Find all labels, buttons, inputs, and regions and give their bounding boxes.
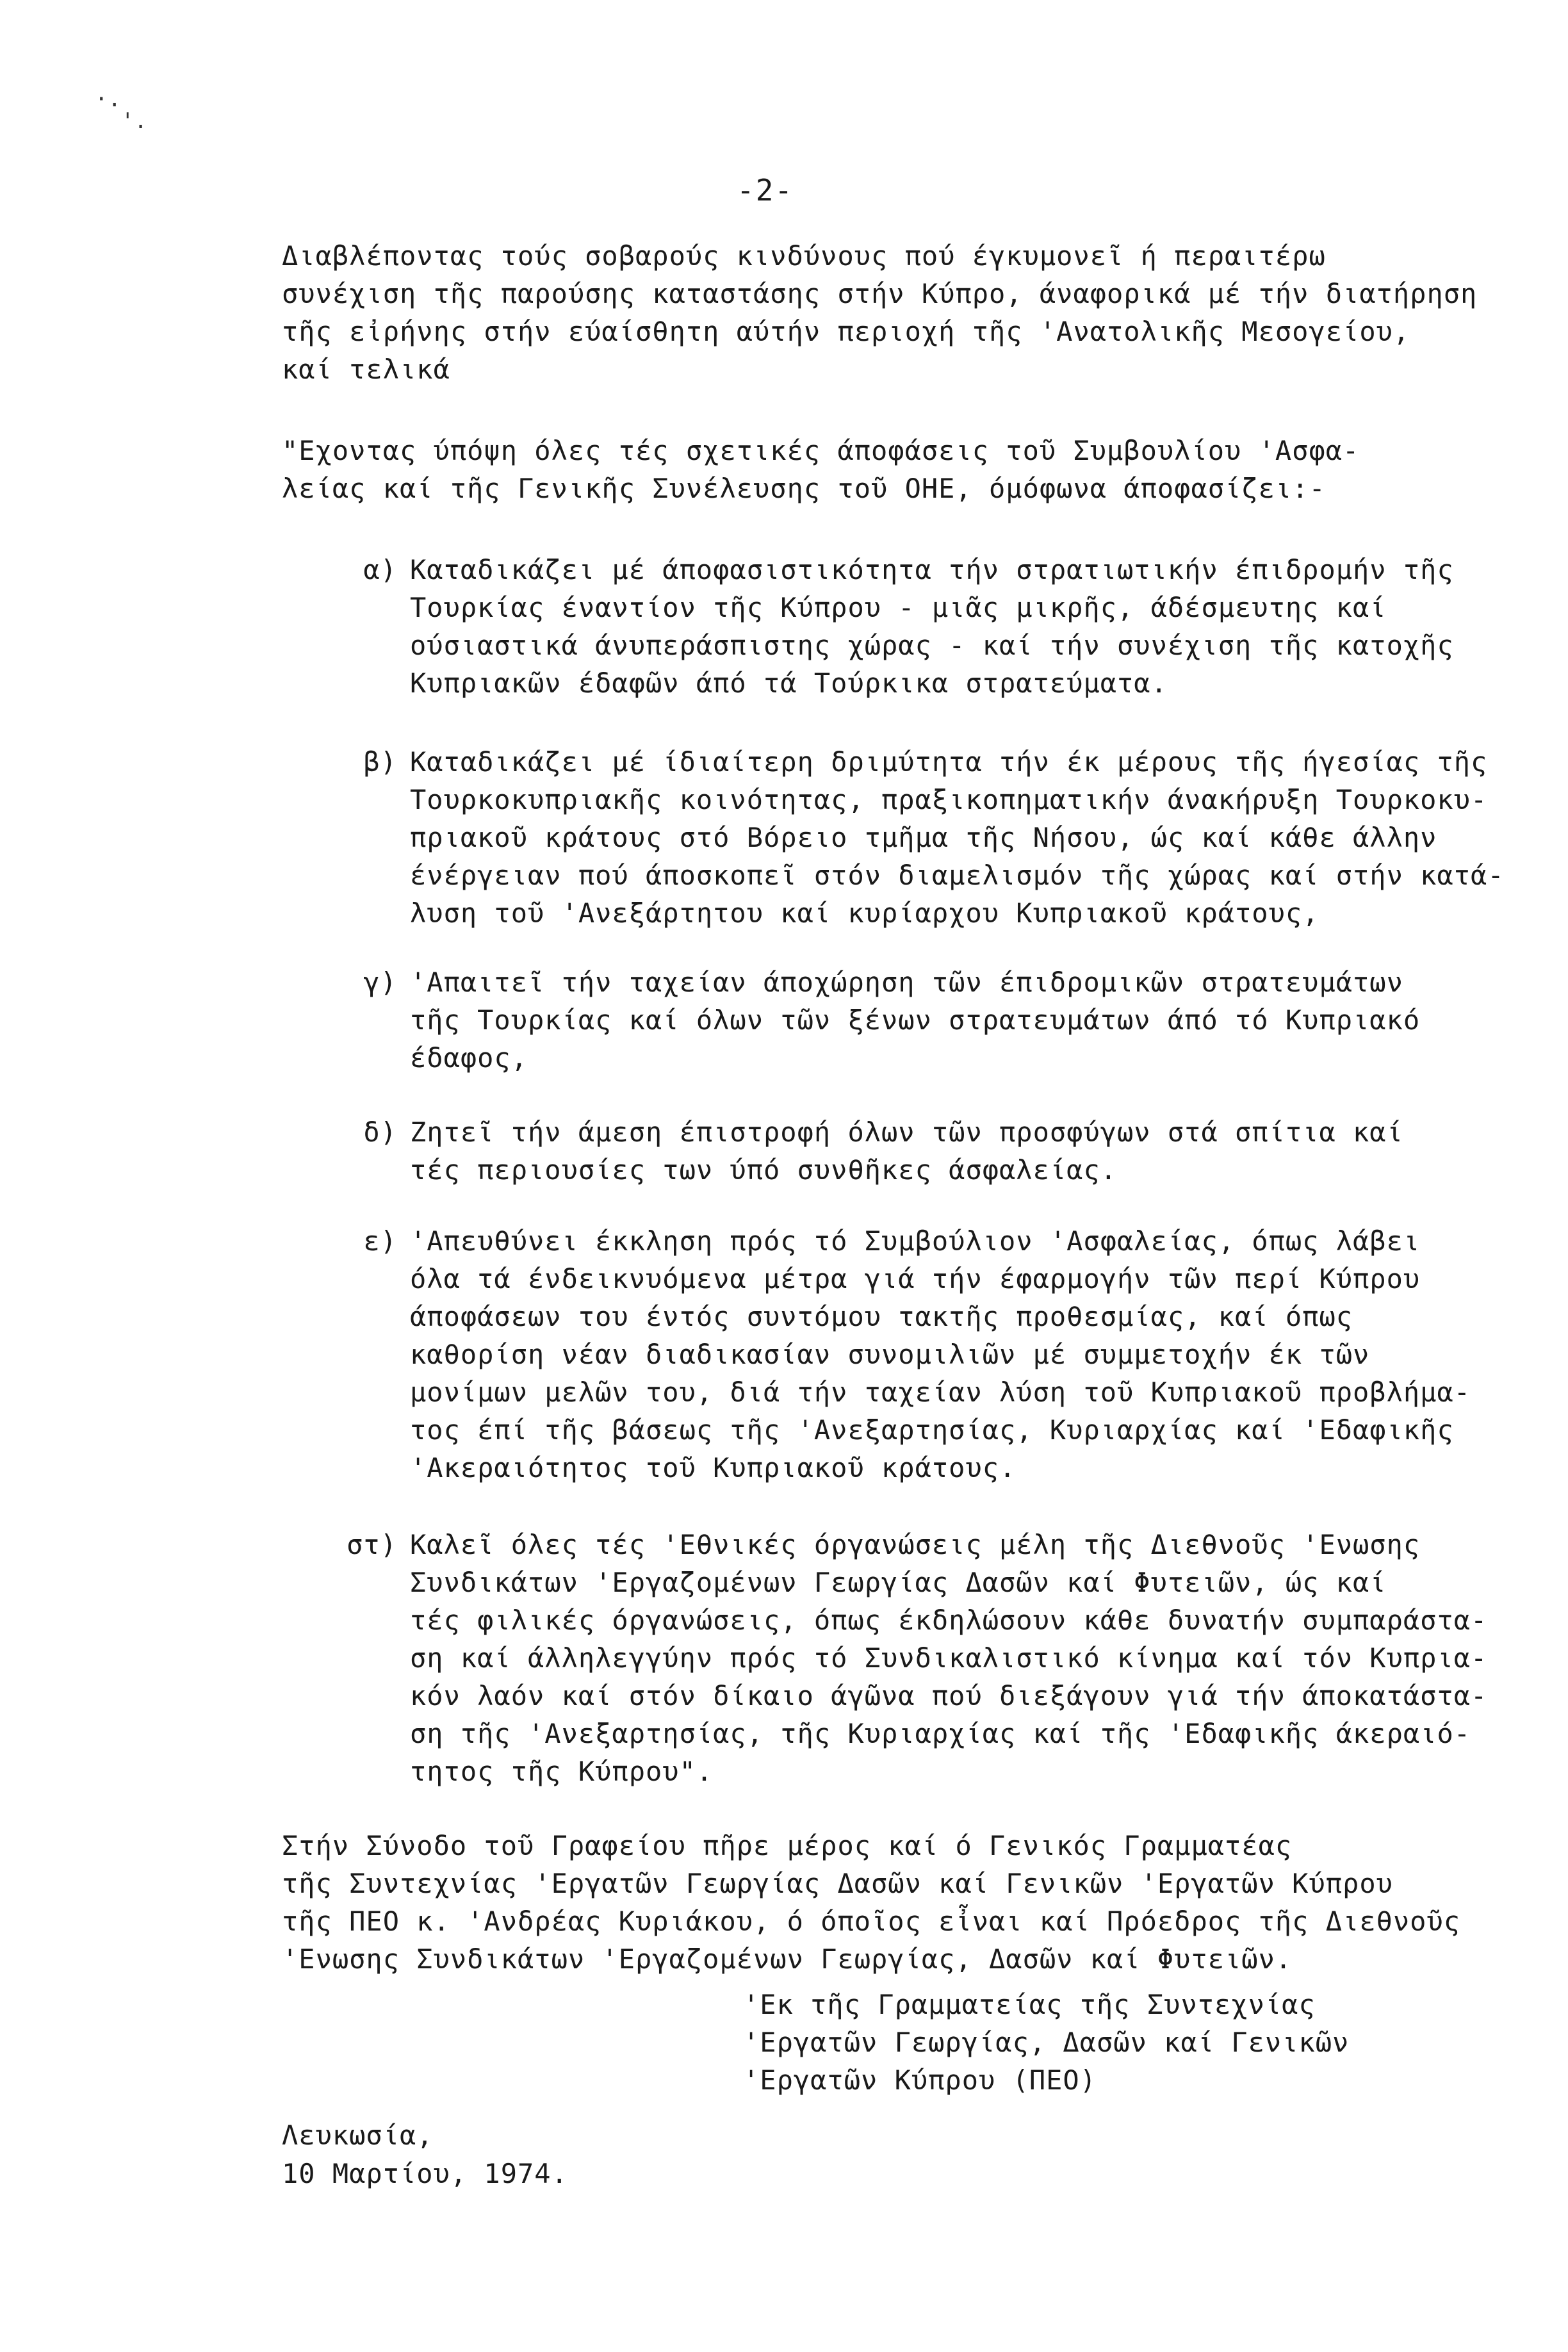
resolution-item-b [333, 743, 1505, 929]
item-text: Καλεῖ όλες τές 'Εθνικές όργανώσεις μέλη τῆς Διεθνοῦς 'Ενωσης Συνδικάτων 'Εργαζομένων Γεωργίας Δασῶν καί Φυτειῶν, ώς καί τές φιλικές όργανώσεις, όπως έκδηλώσουν κάθε δυνατήν συμπαράστα- ση καί άλληλεγγύην πρός τό Συνδικαλιστικό κίνημα καί τόν Κυπρια- κόν λαόν καί στόν δίκαιο άγῶνα πού διεξάγουν γιά τήν άποκατάστα- ση τῆς 'Ανεξαρτησίας, τῆς Κυριαρχίας καί τῆς 'Εδαφικῆς άκεραιό- τητος τῆς Κύπρου". [410, 1529, 1488, 1787]
item-label: γ) [363, 967, 397, 998]
corner-specks: ·. '. [95, 86, 147, 134]
item-label: ε) [363, 1225, 397, 1257]
date-line: 10 Μαρτίου, 1974. [282, 2158, 568, 2189]
item-label: α) [363, 554, 397, 585]
item-label: στ) [347, 1529, 397, 1560]
item-text: Ζητεῖ τήν άμεση έπιστροφή όλων τῶν προσφύγων στά σπίτια καί τές περιουσίες των ύπό συνθῆκες άσφαλείας. [410, 1116, 1403, 1186]
item-text: 'Απευθύνει έκκληση πρός τό Συμβούλιον 'Ασφαλείας, όπως λάβει όλα τά ένδεικνυόμενα μέτρα γιά τήν έφαρμογήν τῶν περί Κύπρου άποφάσεων του έντός συντόμου τακτῆς προθεσμίας, καί όπως καθορίση νέαν διαδικασίαν συνομιλιῶν μέ συμμετοχήν έκ τῶν μονίμων μελῶν του, διά τήν ταχείαν λύση τοῦ Κυπριακοῦ προβλήμα- τος έπί τῆς βάσεως τῆς 'Ανεξαρτησίας, Κυριαρχίας καί 'Εδαφικῆς 'Ακεραιότητος τοῦ Κυπριακοῦ κράτους. [410, 1225, 1471, 1483]
item-label: β) [363, 746, 397, 778]
closing-paragraph: Στήν Σύνοδο τοῦ Γραφείου πῆρε μέρος καί ό Γενικός Γραμματέας τῆς Συντεχνίας 'Εργατῶν Γεωργίας Δασῶν καί Γενικῶν 'Εργατῶν Κύπρου τῆς ΠΕΟ κ. 'Ανδρέας Κυριάκου, ό όποῖος εἶναι καί Πρόεδρος τῆς Διεθνοῦς 'Ενωσης Συνδικάτων 'Εργαζομένων Γεωργίας, Δασῶν καί Φυτειῶν. [282, 1830, 1461, 1975]
preamble-paragraph: "Εχοντας ύπόψη όλες τές σχετικές άποφάσεις τοῦ Συμβουλίου 'Ασφα- λείας καί τῆς Γενικῆς Συνέλευσης τοῦ ΟΗΕ, όμόφωνα άποφασίζει:- [282, 435, 1360, 504]
item-text: Καταδικάζει μέ ίδιαίτερη δριμύτητα τήν έκ μέρους τῆς ήγεσίας τῆς Τουρκοκυπριακῆς κοινότητας, πραξικοπηματικήν άνακήρυξη Τουρκοκυ- πριακοῦ κράτους στό Βόρειο τμῆμα τῆς Νήσου, ώς καί κάθε άλλην ένέργειαν πού άποσκοπεῖ στόν διαμελισμόν τῆς χώρας καί στήν κατά- λυση τοῦ 'Ανεξάρτητου καί κυρίαρχου Κυπριακοῦ κράτους, [410, 746, 1505, 929]
resolution-item-c [333, 963, 1421, 1115]
resolution-item-a [333, 551, 1454, 702]
page-number: -2- [737, 173, 794, 208]
item-text: Καταδικάζει μέ άποφασιστικότητα τήν στρατιωτικήν έπιδρομήν τῆς Τουρκίας έναντίον τῆς Κύπρου - μιᾶς μικρῆς, άδέσμευτης καί ούσιαστικά άνυπεράσπιστης χώρας - καί τήν συνέχιση τῆς κατοχῆς Κυπριακῶν έδαφῶν άπό τά Τούρκικα στρατεύματα. [410, 554, 1454, 699]
signature-block: 'Εκ τῆς Γραμματείας τῆς Συντεχνίας 'Εργατῶν Γεωργίας, Δασῶν καί Γενικῶν 'Εργατῶν Κύπρου (ΠΕΟ) [743, 1989, 1350, 2096]
resolution-item-st [333, 1526, 1488, 1787]
place-line: Λευκωσία, [282, 2119, 434, 2151]
item-text: 'Απαιτεῖ τήν ταχείαν άποχώρηση τῶν έπιδρομικῶν στρατευμάτων τῆς Τουρκίας καί όλων τῶν ξένων στρατευμάτων άπό τό Κυπριακό έδαφος, [410, 967, 1421, 1074]
resolution-item-e [333, 1222, 1471, 1483]
intro-paragraph: Διαβλέποντας τούς σοβαρούς κινδύνους πού έγκυμονεῖ ή περαιτέρω συνέχιση τῆς παρούσης καταστάσης στήν Κύπρο, άναφορικά μέ τήν διατήρηση τῆς εἰρήνης στήν εύαίσθητη αύτήν περιοχή τῆς 'Ανατολικῆς Μεσογείου, καί τελικά [282, 240, 1478, 385]
item-label: δ) [363, 1116, 397, 1148]
